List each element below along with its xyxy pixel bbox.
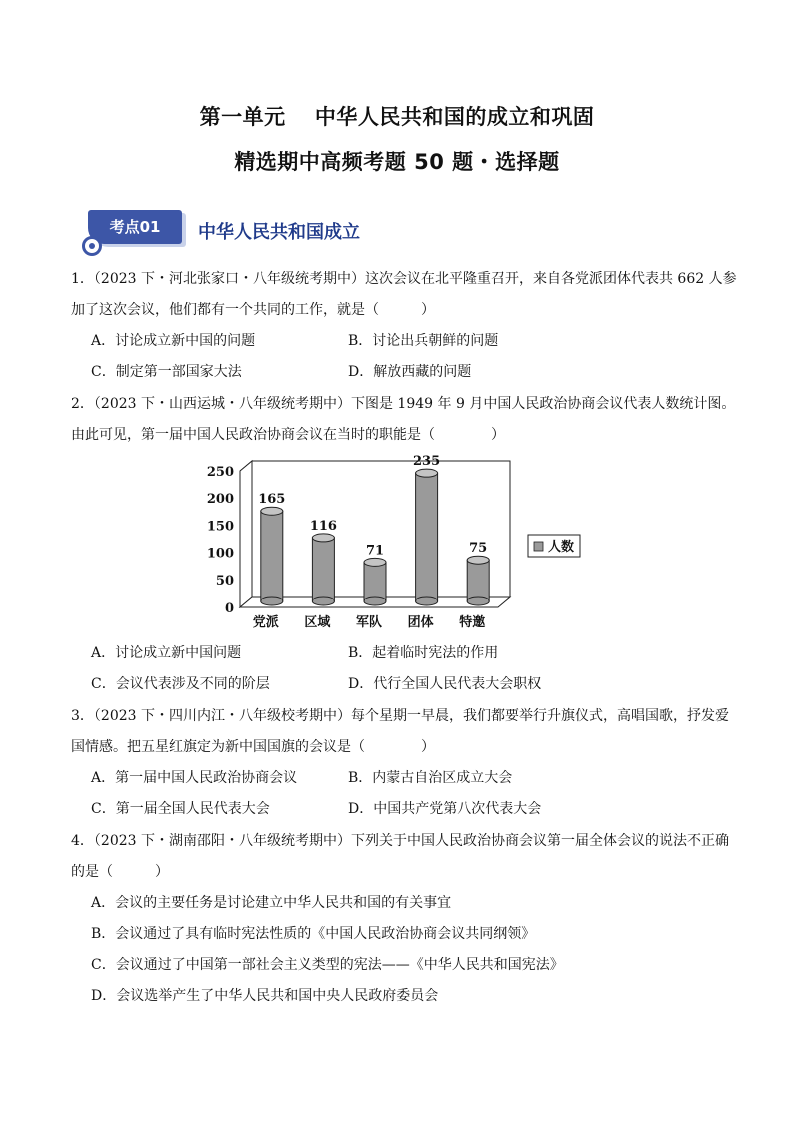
bar [364, 562, 386, 601]
x-axis-labels [253, 614, 485, 630]
page-title: 第一单元 中华人民共和国的成立和巩固 [199, 105, 595, 129]
question-2-line-1: 2．（2023 下・山西运城・八年级统考期中）下图是 1949 年 9 月中国人民政治协商会议代表人数统计图。 [71, 396, 736, 412]
question-4-option-d[interactable]: D．会议选举产生了中华人民共和国中央人民政府委员会 [91, 988, 439, 1004]
legend-label: 人数 [548, 540, 575, 555]
bar-value-label: 75 [469, 541, 488, 557]
question-2-option-a[interactable]: A．讨论成立新中国问题 [91, 645, 242, 661]
question-4-option-b[interactable]: B．会议通过了具有临时宪法性质的《中国人民政治协商会议共同纲领》 [91, 926, 536, 942]
page-subtitle: 精选期中高频考题 50 题・选择题 [234, 150, 560, 174]
x-tick-label: 特邀 [459, 615, 486, 630]
bar-value-label: 71 [365, 543, 385, 559]
y-tick-label: 100 [206, 546, 234, 562]
question-4-option-a[interactable]: A．会议的主要任务是讨论建立中华人民共和国的有关事宜 [91, 895, 452, 911]
badge-label: 考点01 [109, 218, 161, 236]
bar [261, 511, 283, 601]
bar-value-label: 235 [413, 454, 441, 470]
bar-base-cover [417, 599, 437, 601]
delegates-bar-chart [200, 452, 610, 634]
x-tick-label: 团体 [407, 615, 434, 630]
question-1-option-c[interactable]: C．制定第一部国家大法 [91, 364, 242, 380]
x-tick-label: 党派 [252, 615, 279, 630]
question-1-option-a[interactable]: A．讨论成立新中国的问题 [91, 333, 256, 349]
section-title: 中华人民共和国成立 [198, 222, 360, 243]
bar-value-label: 116 [309, 518, 337, 534]
question-1-line-2: 加了这次会议，他们都有一个共同的工作，就是（ ） [71, 302, 435, 318]
question-3-option-a[interactable]: A．第一届中国人民政治协商会议 [91, 770, 298, 786]
section-badge [82, 208, 192, 256]
bar-top [261, 507, 283, 515]
question-1-option-d[interactable]: D．解放西藏的问题 [348, 364, 472, 380]
bar [312, 538, 334, 601]
bar-value-label: 165 [258, 492, 286, 508]
bar-top [416, 469, 438, 477]
chart-legend [528, 535, 580, 557]
x-tick-label: 区域 [304, 615, 331, 630]
bar-top [364, 558, 386, 566]
question-3-line-1: 3．（2023 下・四川内江・八年级校考期中）每个星期一早晨，我们都要举行升旗仪式，高唱国歌，抒发爱 [71, 708, 729, 724]
question-3-option-d[interactable]: D．中国共产党第八次代表大会 [348, 801, 542, 817]
question-2-option-c[interactable]: C．会议代表涉及不同的阶层 [91, 676, 270, 692]
question-2-option-d[interactable]: D．代行全国人民代表大会职权 [348, 676, 542, 692]
question-2-line-2: 由此可见，第一届中国人民政治协商会议在当时的职能是（ ） [71, 427, 505, 443]
circle-dot-icon [82, 236, 102, 256]
question-3-option-c[interactable]: C．第一届全国人民代表大会 [91, 801, 270, 817]
question-2-option-b[interactable]: B．起着临时宪法的作用 [348, 645, 499, 661]
y-tick-label: 50 [215, 573, 234, 589]
bar [467, 560, 489, 601]
question-3-line-2: 国情感。把五星红旗定为新中国国旗的会议是（ ） [71, 739, 435, 755]
bar-base-cover [262, 599, 282, 601]
y-tick-label: 250 [206, 465, 234, 480]
bar [416, 473, 438, 601]
y-tick-label: 0 [224, 601, 234, 616]
bar-top [467, 556, 489, 564]
question-4-option-c[interactable]: C．会议通过了中国第一部社会主义类型的宪法——《中华人民共和国宪法》 [91, 957, 564, 973]
question-4-line-1: 4．（2023 下・湖南邵阳・八年级统考期中）下列关于中国人民政治协商会议第一届全体会议的说法不正确 [71, 833, 729, 849]
question-3-option-b[interactable]: B．内蒙古自治区成立大会 [348, 770, 513, 786]
y-tick-label: 200 [206, 492, 234, 508]
question-1-option-b[interactable]: B．讨论出兵朝鲜的问题 [348, 333, 499, 349]
bar-base-cover [313, 599, 333, 601]
chart-left-wall [240, 461, 252, 607]
y-tick-label: 150 [206, 519, 234, 535]
question-1-line-1: 1．（2023 下・河北张家口・八年级统考期中）这次会议在北平隆重召开，来自各党派团体代表共 662 人参 [71, 271, 737, 287]
x-tick-label: 军队 [355, 615, 383, 630]
legend-swatch [534, 542, 543, 551]
question-4-line-2: 的是（ ） [71, 864, 169, 880]
bar-top [312, 534, 334, 542]
bar-base-cover [468, 599, 488, 601]
y-axis-ticks [207, 465, 234, 616]
bar-base-cover [365, 599, 385, 601]
